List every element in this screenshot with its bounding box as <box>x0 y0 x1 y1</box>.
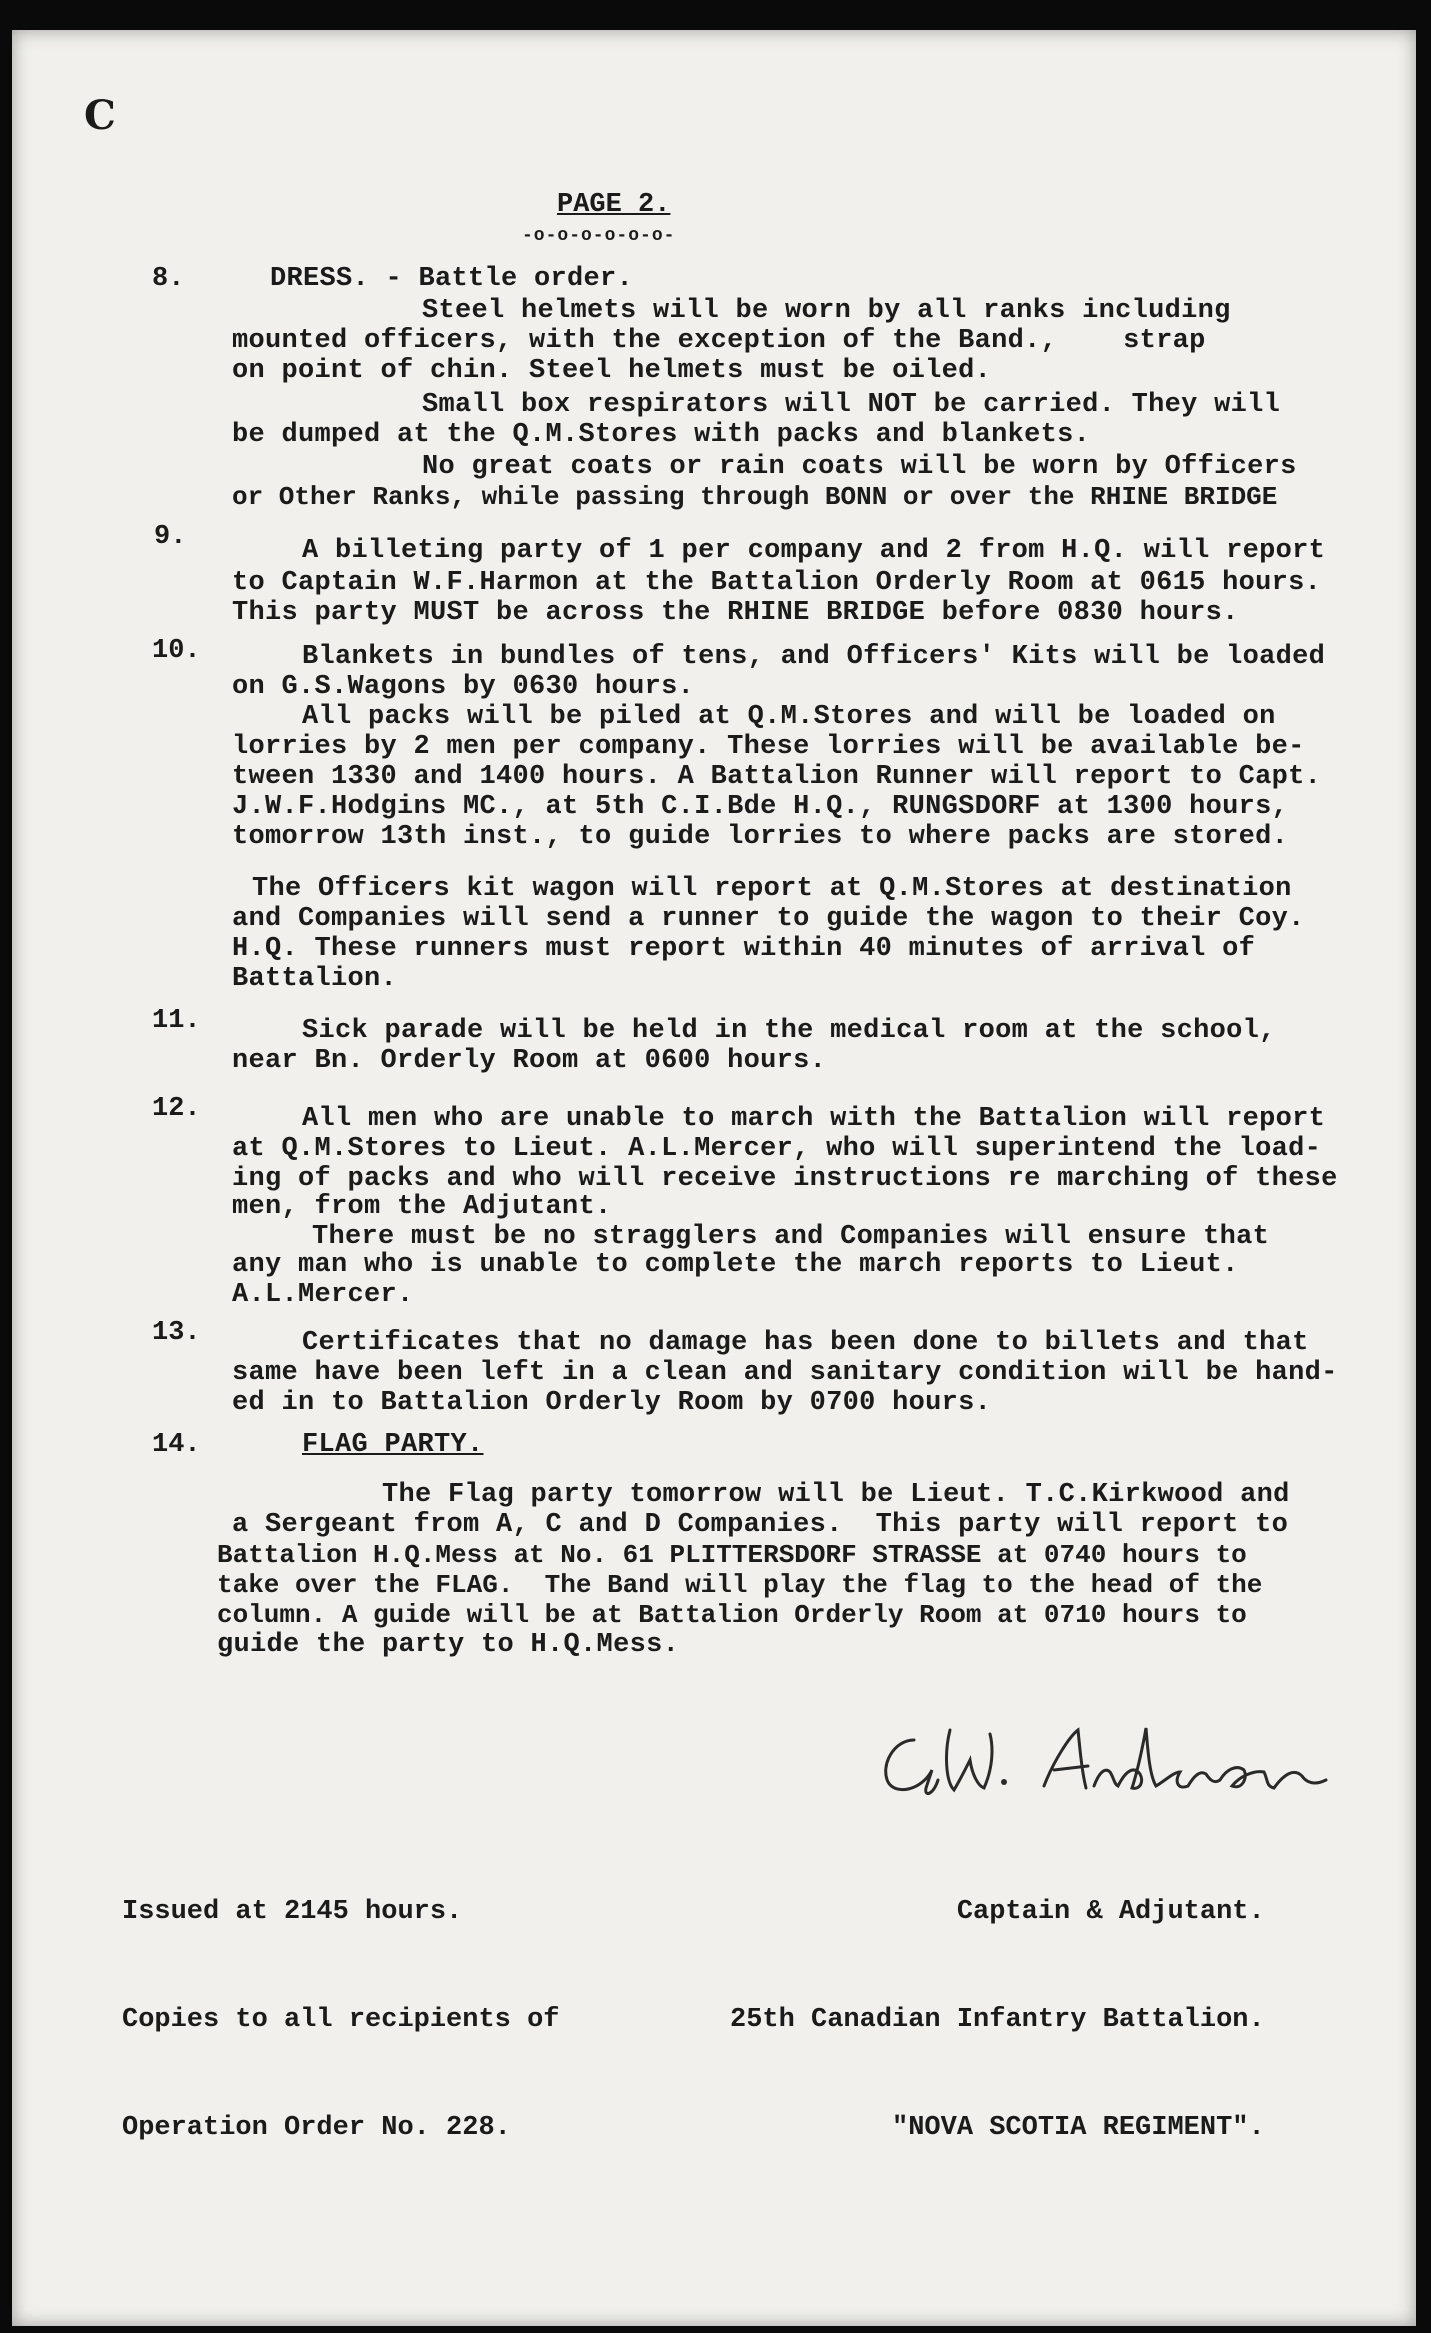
title-rule: -o-o-o-o-o-o- <box>522 226 676 246</box>
paragraph-number: 9. <box>154 522 187 552</box>
paragraph-line: column. A guide will be at Battalion Orderly Room at 0710 hours to <box>217 1600 1247 1630</box>
paragraph-line: DRESS. - Battle order. <box>270 264 634 294</box>
paragraph-line: H.Q. These runners must report within 40 minutes of arrival of <box>232 934 1256 964</box>
paragraph-number: 8. <box>152 264 185 294</box>
paragraph-number: 13. <box>152 1318 201 1348</box>
paragraph-line: The Flag party tomorrow will be Lieut. T.C.Kirkwood and <box>382 1480 1290 1510</box>
paragraph-line: J.W.F.Hodgins MC., at 5th C.I.Bde H.Q., RUNGSDORF at 1300 hours, <box>232 792 1289 822</box>
paragraph-line: any man who is unable to complete the march reports to Lieut. <box>232 1250 1239 1280</box>
footer-right <box>730 1822 1265 2218</box>
paragraph-line: on G.S.Wagons by 0630 hours. <box>232 672 695 702</box>
flag-party-heading: FLAG PARTY. <box>302 1430 484 1460</box>
paragraph-line: There must be no stragglers and Companies will ensure that <box>312 1222 1270 1252</box>
paragraph-line: ing of packs and who will receive instructions re marching of these <box>232 1164 1338 1194</box>
paragraph-line: ed in to Battalion Orderly Room by 0700 hours. <box>232 1388 992 1418</box>
paragraph-line: A.L.Mercer. <box>232 1280 414 1310</box>
paragraph-line: same have been left in a clean and sanitary condition will be hand- <box>232 1358 1338 1388</box>
paragraph-line: on point of chin. Steel helmets must be oiled. <box>232 356 992 386</box>
document-page <box>12 30 1416 2326</box>
paragraph-line: tomorrow 13th inst., to guide lorries to where packs are stored. <box>232 822 1289 852</box>
paragraph-line: guide the party to H.Q.Mess. <box>217 1630 680 1660</box>
paragraph-line: take over the FLAG. The Band will play the flag to the head of the <box>217 1570 1263 1600</box>
regiment-line: "NOVA SCOTIA REGIMENT". <box>892 2113 1265 2143</box>
paragraph-number: 14. <box>152 1430 201 1460</box>
paragraph-line: The Officers kit wagon will report at Q.M.Stores at destination <box>252 874 1292 904</box>
paragraph-line: Battalion H.Q.Mess at No. 61 PLITTERSDORF STRASSE at 0740 hours to <box>217 1540 1247 1570</box>
paragraph-number: 11. <box>152 1006 201 1036</box>
paragraph-line: Small box respirators will NOT be carried. They will <box>422 390 1281 420</box>
signature <box>874 1710 1354 1805</box>
footer-left <box>122 1822 559 2218</box>
paragraph-line: near Bn. Orderly Room at 0600 hours. <box>232 1046 827 1076</box>
paragraph-line: be dumped at the Q.M.Stores with packs and blankets. <box>232 420 1091 450</box>
paragraph-line: tween 1330 and 1400 hours. A Battalion Runner will report to Capt. <box>232 762 1322 792</box>
paragraph-line: Certificates that no damage has been done to billets and that <box>302 1328 1309 1358</box>
unit-line: 25th Canadian Infantry Battalion. <box>730 2005 1265 2035</box>
paragraph-number: 10. <box>152 636 201 666</box>
paragraph-line: mounted officers, with the exception of the Band., strap <box>232 326 1206 356</box>
copies-line: Copies to all recipients of <box>122 2005 560 2035</box>
paragraph-line: a Sergeant from A, C and D Companies. This party will report to <box>232 1510 1289 1540</box>
paragraph-line: All packs will be piled at Q.M.Stores and will be loaded on <box>302 702 1276 732</box>
paragraph-line: No great coats or rain coats will be worn by Officers <box>422 452 1297 482</box>
paragraph-line: and Companies will send a runner to guide the wagon to their Coy. <box>232 904 1305 934</box>
corner-mark: C <box>84 92 116 139</box>
paragraph-line: at Q.M.Stores to Lieut. A.L.Mercer, who will superintend the load- <box>232 1134 1322 1164</box>
operation-order-line: Operation Order No. 228. <box>122 2113 511 2143</box>
paragraph-line: This party MUST be across the RHINE BRIDGE before 0830 hours. <box>232 598 1239 628</box>
paragraph-line: to Captain W.F.Harmon at the Battalion Orderly Room at 0615 hours. <box>232 568 1322 598</box>
paragraph-number: 12. <box>152 1094 201 1124</box>
rank-line: Captain & Adjutant. <box>956 1897 1265 1927</box>
paragraph-line: men, from the Adjutant. <box>232 1192 612 1222</box>
paragraph-line: lorries by 2 men per company. These lorries will be available be- <box>232 732 1305 762</box>
paragraph-line: Sick parade will be held in the medical room at the school, <box>302 1016 1276 1046</box>
page-title: PAGE 2. <box>557 190 671 220</box>
paragraph-line: Battalion. <box>232 964 398 994</box>
paragraph-line: All men who are unable to march with the Battalion will report <box>302 1104 1326 1134</box>
paragraph-line: or Other Ranks, while passing through BONN or over the RHINE BRIDGE <box>232 482 1278 512</box>
paragraph-line: A billeting party of 1 per company and 2 from H.Q. will report <box>302 536 1326 566</box>
issued-line: Issued at 2145 hours. <box>122 1897 463 1927</box>
paragraph-line: Blankets in bundles of tens, and Officers' Kits will be loaded <box>302 642 1326 672</box>
paragraph-line: Steel helmets will be worn by all ranks including <box>422 296 1231 326</box>
